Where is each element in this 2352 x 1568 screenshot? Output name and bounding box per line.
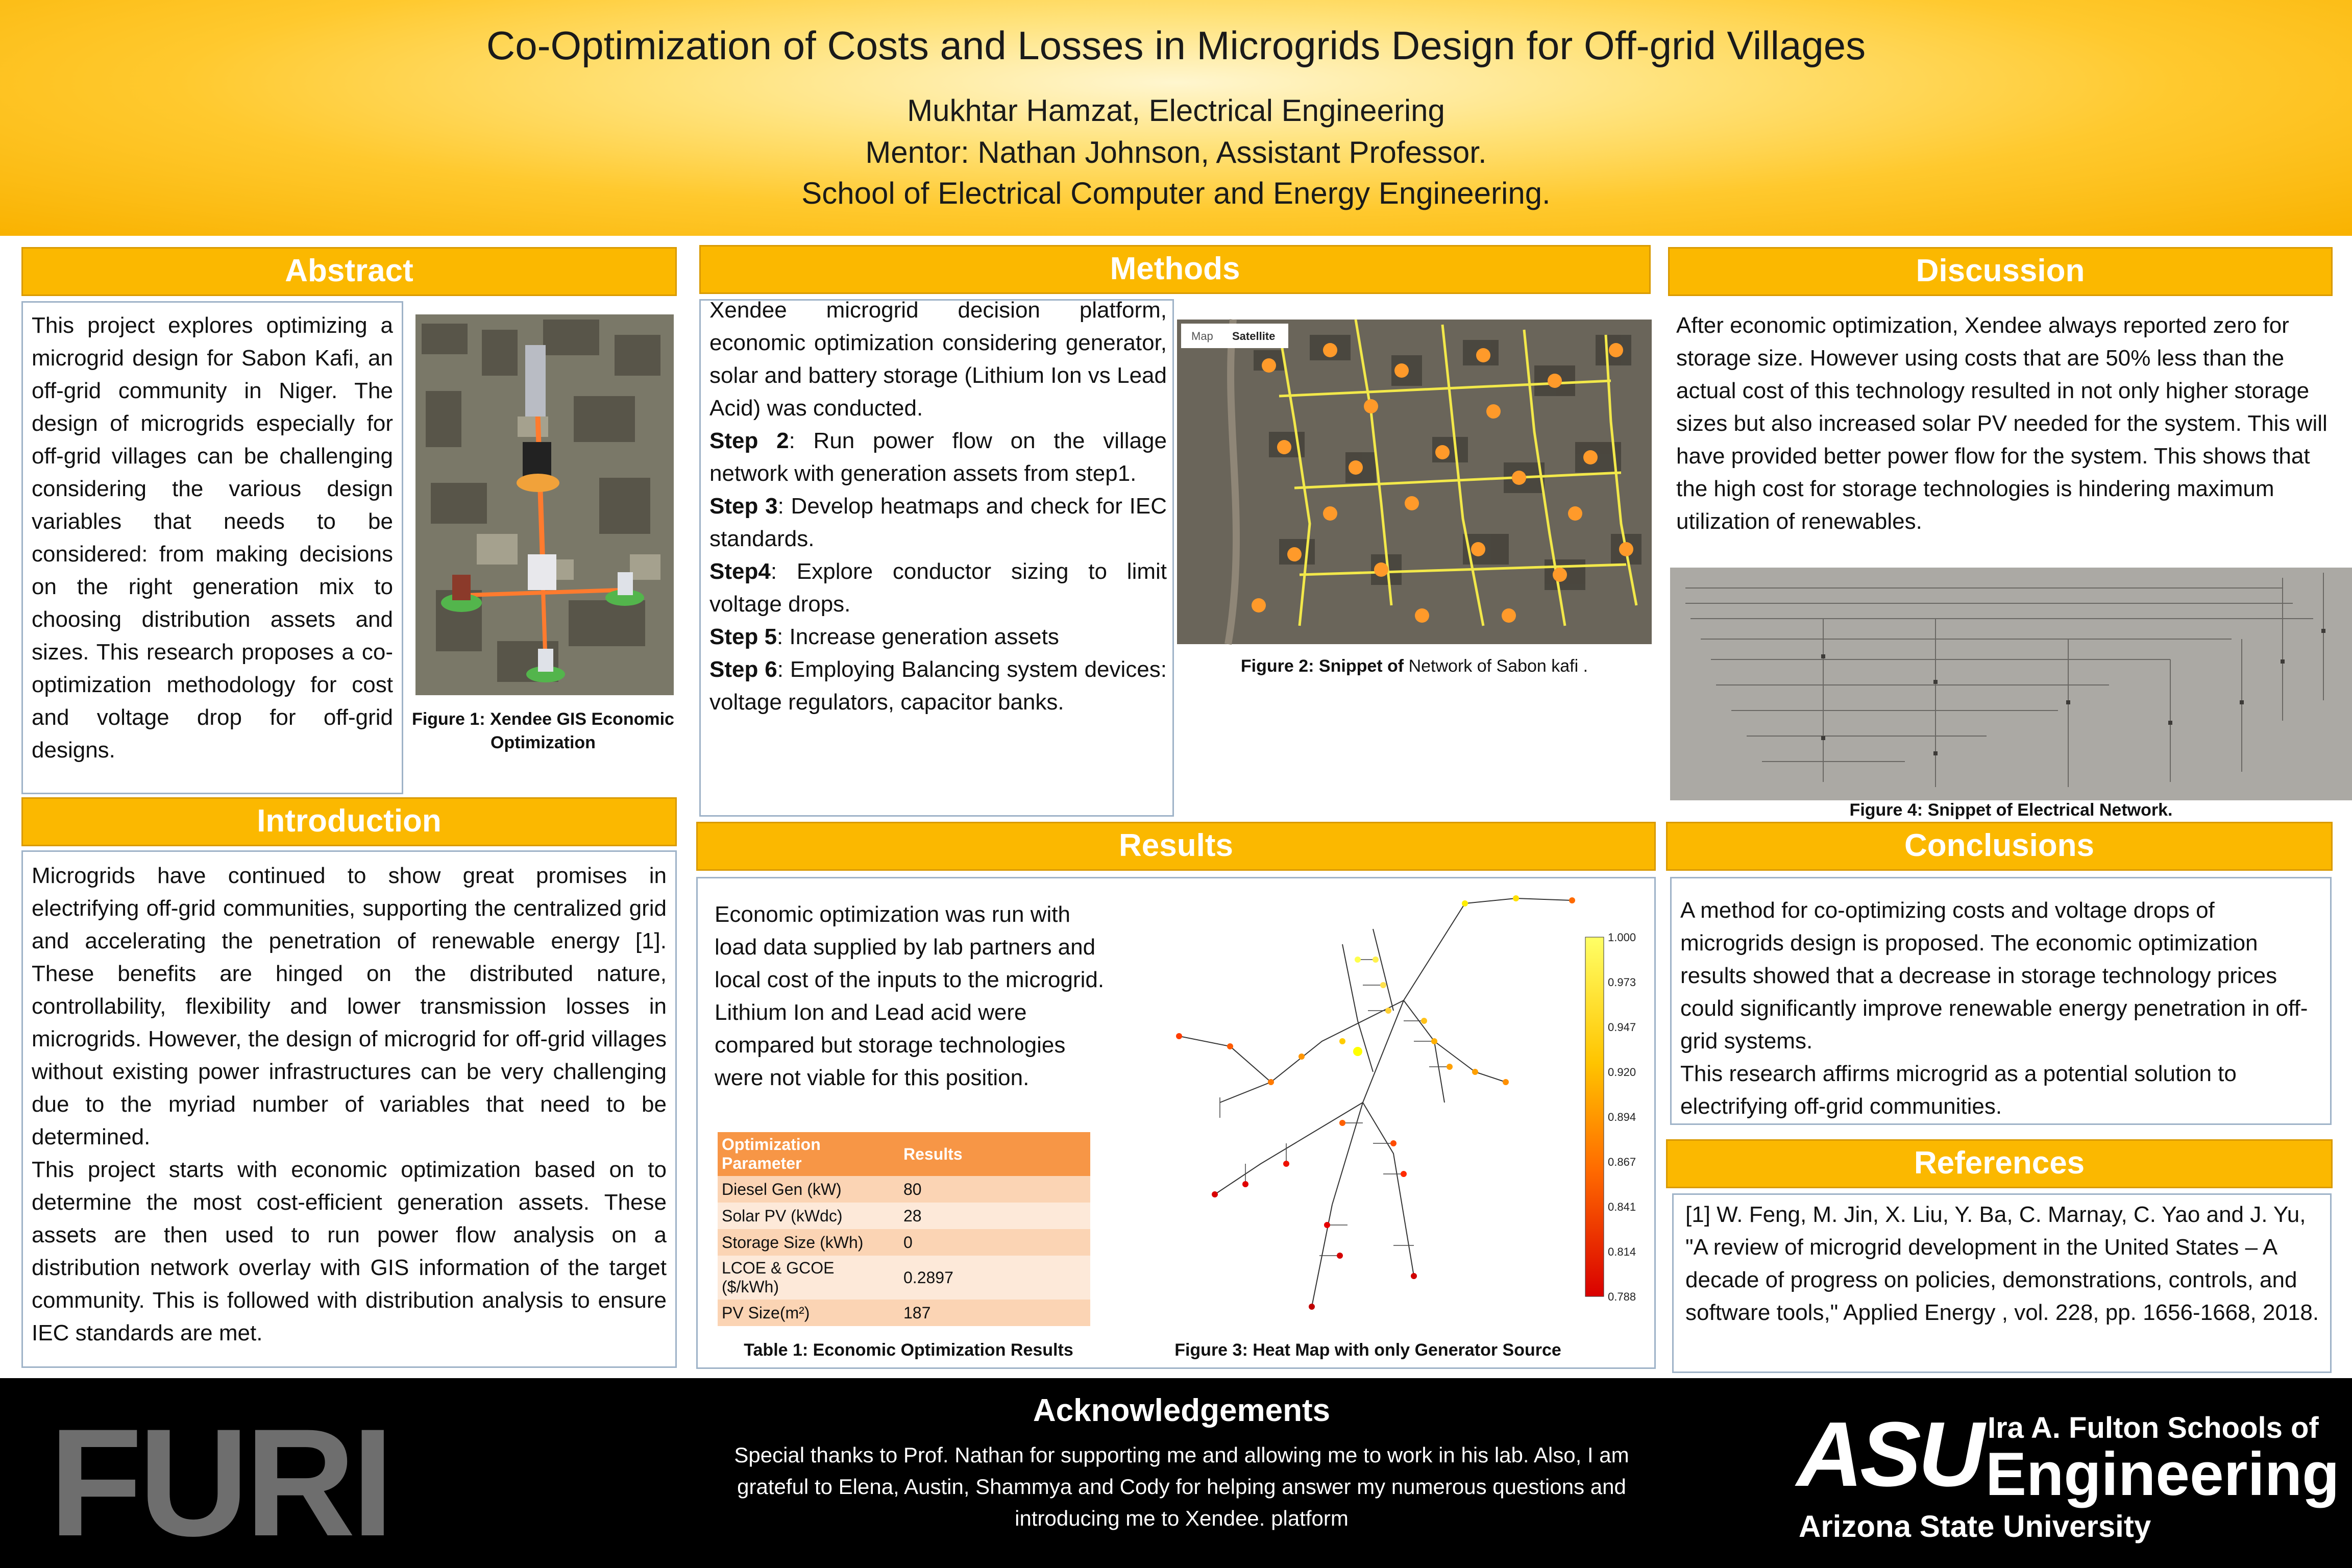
table-cell-param: LCOE & GCOE ($/kWh) — [722, 1259, 835, 1296]
discussion-heading: Discussion — [1668, 247, 2333, 296]
figure-2-caption-rest: Network of Sabon kafi . — [1404, 656, 1588, 676]
figure-3-caption: Figure 3: Heat Map with only Generator Source — [1174, 1340, 1561, 1360]
author-line: Mukhtar Hamzat, Electrical Engineering — [907, 93, 1445, 128]
introduction-paragraph-1: Microgrids have continued to show great promises in electrifying off-grid communities, supporting the centralized grid and accelerating the penetration of renewable energy [1]. These benefits are hinged on the distributed nature, controllability, flexibility and lower transmission losses in microgrids. However, the design of microgrid for off-grid villages without existing power infrastructures can be very challenging due to the myriad number of variables that need to be determined. — [32, 863, 667, 1149]
methods-text — [709, 294, 1167, 815]
step-6-label: Step 6 — [709, 657, 777, 682]
step-3-text: : Develop heatmaps and check for IEC standards. — [709, 494, 1167, 551]
colorbar-tick: 0.973 — [1608, 976, 1636, 989]
table-cell-param: Solar PV (kWdc) — [722, 1206, 843, 1225]
mentor-line: Mentor: Nathan Johnson, Assistant Professor. — [865, 135, 1487, 169]
acknowledgements-text: Special thanks to Prof. Nathan for supporting me and allowing me to work in his lab. Also, I am grateful to Elena, Austin, Shammya and Cody for helping answer my numerous questions and introducing me to Xendee. platform — [734, 1443, 1629, 1530]
asu-university-name: Arizona State University — [1799, 1509, 2151, 1544]
step-2-label: Step 2 — [709, 428, 789, 453]
furi-logo: FURI — [49, 1396, 390, 1568]
table-cell-value: 0.2897 — [903, 1268, 953, 1287]
conclusions-paragraph-2: This research affirms microgrid as a potential solution to electrifying off-grid communities. — [1680, 1061, 2237, 1119]
table-header-results: Results — [903, 1144, 963, 1163]
colorbar-tick: 0.788 — [1608, 1290, 1636, 1303]
asu-engineering-wordmark: Engineering — [1986, 1440, 2340, 1508]
step-4-text: : Explore conductor sizing to limit voltage drops. — [709, 559, 1167, 617]
colorbar-tick: 0.867 — [1608, 1156, 1636, 1168]
colorbar-tick: 0.947 — [1608, 1021, 1636, 1034]
table-row — [718, 1256, 1090, 1300]
school-line: School of Electrical Computer and Energy Engineering. — [801, 176, 1551, 210]
colorbar-tick: 0.841 — [1608, 1200, 1636, 1213]
table-cell-value: 0 — [903, 1233, 913, 1252]
table-cell-param: PV Size(m²) — [722, 1303, 810, 1322]
figure-1-xendee-gis — [415, 314, 674, 695]
table-header-param: Optimization Parameter — [722, 1135, 821, 1172]
poster-title: Co-Optimization of Costs and Losses in Microgrids Design for Off-grid Villages — [486, 23, 1866, 68]
table-1-caption: Table 1: Economic Optimization Results — [744, 1340, 1073, 1360]
results-text: Economic optimization was run with load data supplied by lab partners and local cost of the inputs to the microgrid. Lithium Ion and Lead acid were compared but storage technologies were not viable for this position. — [715, 902, 1105, 1090]
figure-3-heat-map — [1118, 888, 1636, 1337]
methods-intro: Xendee microgrid decision platform, economic optimization considering generator, solar and battery storage (Lithium Ion vs Lead Acid) was conducted. — [709, 298, 1167, 421]
colorbar-tick: 0.814 — [1608, 1245, 1636, 1258]
map-tab-satellite[interactable]: Satellite — [1232, 330, 1276, 342]
step-6-text: : Employing Balancing system devices: voltage regulators, capacitor banks. — [709, 657, 1167, 715]
step-3-label: Step 3 — [709, 494, 778, 519]
colorbar-tick: 0.920 — [1608, 1066, 1636, 1079]
colorbar-tick: 0.894 — [1608, 1111, 1636, 1123]
table-row — [718, 1229, 1090, 1256]
table-header-row — [718, 1132, 1090, 1176]
step-2-text: : Run power flow on the village network with generation assets from step1. — [709, 428, 1167, 486]
results-table-wrap — [718, 1132, 1090, 1326]
table-cell-value: 187 — [903, 1303, 931, 1322]
figure-2-village-network-map — [1177, 320, 1652, 644]
table-cell-value: 28 — [903, 1206, 922, 1225]
asu-school-line: Ira A. Fulton Schools of — [1988, 1411, 2319, 1444]
optimization-results-table — [718, 1132, 1090, 1326]
references-heading: References — [1666, 1139, 2333, 1188]
step-5-label: Step 5 — [709, 624, 777, 649]
colorbar-tick: 1.000 — [1608, 931, 1636, 944]
results-heading: Results — [696, 822, 1656, 871]
step-4-label: Step4 — [709, 559, 771, 584]
table-cell-value: 80 — [903, 1180, 922, 1198]
abstract-text: This project explores optimizing a microgrid design for Sabon Kafi, an off-grid community in Niger. The design of microgrids especially for off-grid villages can be challenging considering the various design variables that needs to be considered: from making decisions on the right generation mix to choosing distribution assets and sizes. This research proposes a co-optimization methodology for cost and voltage drop for off-grid designs. — [32, 313, 393, 763]
introduction-heading: Introduction — [21, 797, 677, 846]
conclusions-heading: Conclusions — [1666, 822, 2333, 871]
figure-1-caption: Figure 1: Xendee GIS Economic Optimization — [412, 709, 674, 752]
poster-header — [0, 0, 2352, 236]
poster-footer — [0, 1378, 2352, 1568]
figure-4-caption: Figure 4: Snippet of Electrical Network. — [1849, 800, 2173, 820]
table-row — [718, 1176, 1090, 1203]
methods-heading: Methods — [699, 245, 1651, 294]
asu-logo: ASU — [1797, 1403, 1982, 1506]
figure-4-electrical-network — [1670, 568, 2352, 800]
step-5-text: : Increase generation assets — [777, 624, 1059, 649]
conclusions-paragraph-1: A method for co-optimizing costs and voltage drops of microgrids design is proposed. The economic optimization results showed that a decrease in storage technology prices could significantly improve renewable energy penetration in off-grid systems. — [1680, 898, 2308, 1054]
figure-2-caption-bold: Figure 2: Snippet of — [1240, 656, 1404, 676]
discussion-text: After economic optimization, Xendee always reported zero for storage size. However using costs that are 50% less than the actual cost of this technology resulted in not only higher storage sizes but also increased solar PV needed for the system. This will have provided better power flow for the system. This shows that the high cost for storage technologies is hindering maximum utilization of renewables. — [1676, 313, 2328, 534]
map-tab-map[interactable]: Map — [1191, 330, 1213, 342]
abstract-heading: Abstract — [21, 247, 677, 296]
references-text: [1] W. Feng, M. Jin, X. Liu, Y. Ba, C. Marnay, C. Yao and J. Yu, "A review of microgrid development in the United States – A decade of progress on policies, demonstrations, controls, and software tools," Applied Energy , vol. 228, pp. 1656-1668, 2018. — [1685, 1202, 2319, 1325]
table-cell-param: Storage Size (kWh) — [722, 1233, 864, 1252]
introduction-paragraph-2: This project starts with economic optimization based on to determine the most cost-efficient generation assets. These assets are then used to run power flow analysis on a distribution network overlay with GIS information of the target community. This is followed with distribution analysis to ensure IEC standards are met. — [32, 1157, 667, 1345]
figure-2-caption — [1177, 656, 1652, 676]
acknowledgements-heading: Acknowledgements — [1033, 1393, 1331, 1428]
table-cell-param: Diesel Gen (kW) — [722, 1180, 842, 1198]
table-row — [718, 1300, 1090, 1326]
table-row — [718, 1203, 1090, 1229]
